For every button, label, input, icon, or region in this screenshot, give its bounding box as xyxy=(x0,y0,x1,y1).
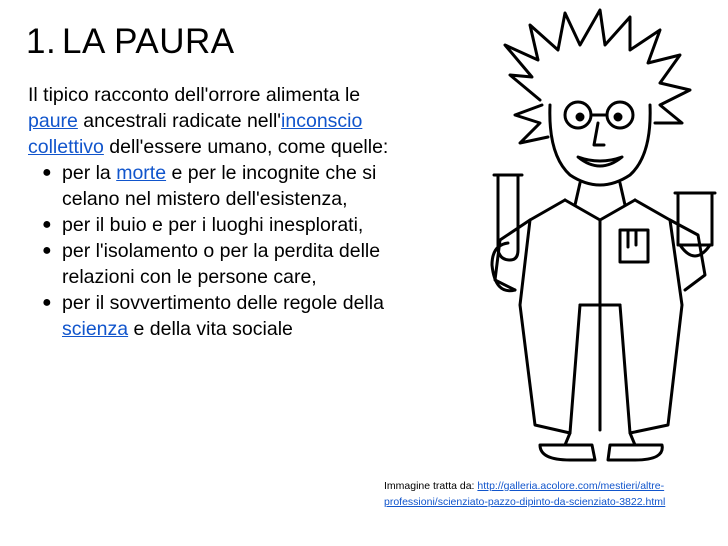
title-text: LA PAURA xyxy=(62,22,235,61)
intro-text-1: Il tipico racconto dell'orrore alimenta le xyxy=(28,84,361,106)
bullet-list xyxy=(28,160,398,342)
bullet-icon: ● xyxy=(42,294,52,311)
bullet-icon: ● xyxy=(42,216,52,233)
list-item xyxy=(28,238,398,290)
bullet-text: e della vita sociale xyxy=(128,318,293,340)
bullet-text: per l'isolamento o per la perdita delle relazioni con le persone care, xyxy=(62,240,381,288)
image-caption xyxy=(384,478,684,510)
paure-link[interactable]: paure xyxy=(28,110,78,132)
bullet-text: e per le incognite che si celano nel mistero dell'esistenza, xyxy=(62,162,377,210)
source-link[interactable]: http://galleria.acolore.com/mestieri/altre-professioni/scienziato-pazzo-dipinto-da-scienziato-3822.html xyxy=(384,480,666,508)
bullet-icon: ● xyxy=(42,164,52,181)
intro-paragraph xyxy=(28,82,398,160)
scienza-link[interactable]: scienza xyxy=(62,318,129,340)
bullet-text: per la xyxy=(62,162,117,184)
bullet-text: per il buio e per i luoghi inesplorati, xyxy=(62,214,364,236)
slide-body xyxy=(28,82,398,342)
title-number: 1. xyxy=(26,22,57,61)
list-item xyxy=(28,212,398,238)
mad-scientist-illustration xyxy=(470,5,720,465)
bullet-icon: ● xyxy=(42,242,52,259)
list-item xyxy=(28,160,398,212)
morte-link[interactable]: morte xyxy=(116,162,167,184)
inconscio-collettivo-link[interactable]: inconscio collettivo xyxy=(28,110,363,158)
intro-text-2: ancestrali radicate nell' xyxy=(77,110,282,132)
intro-text-3: dell'essere umano, come quelle: xyxy=(103,136,389,158)
bullet-text: per il sovvertimento delle regole della xyxy=(62,292,384,314)
list-item xyxy=(28,290,398,342)
caption-prefix: Immagine tratta da: xyxy=(384,480,478,492)
slide-title xyxy=(26,22,235,62)
